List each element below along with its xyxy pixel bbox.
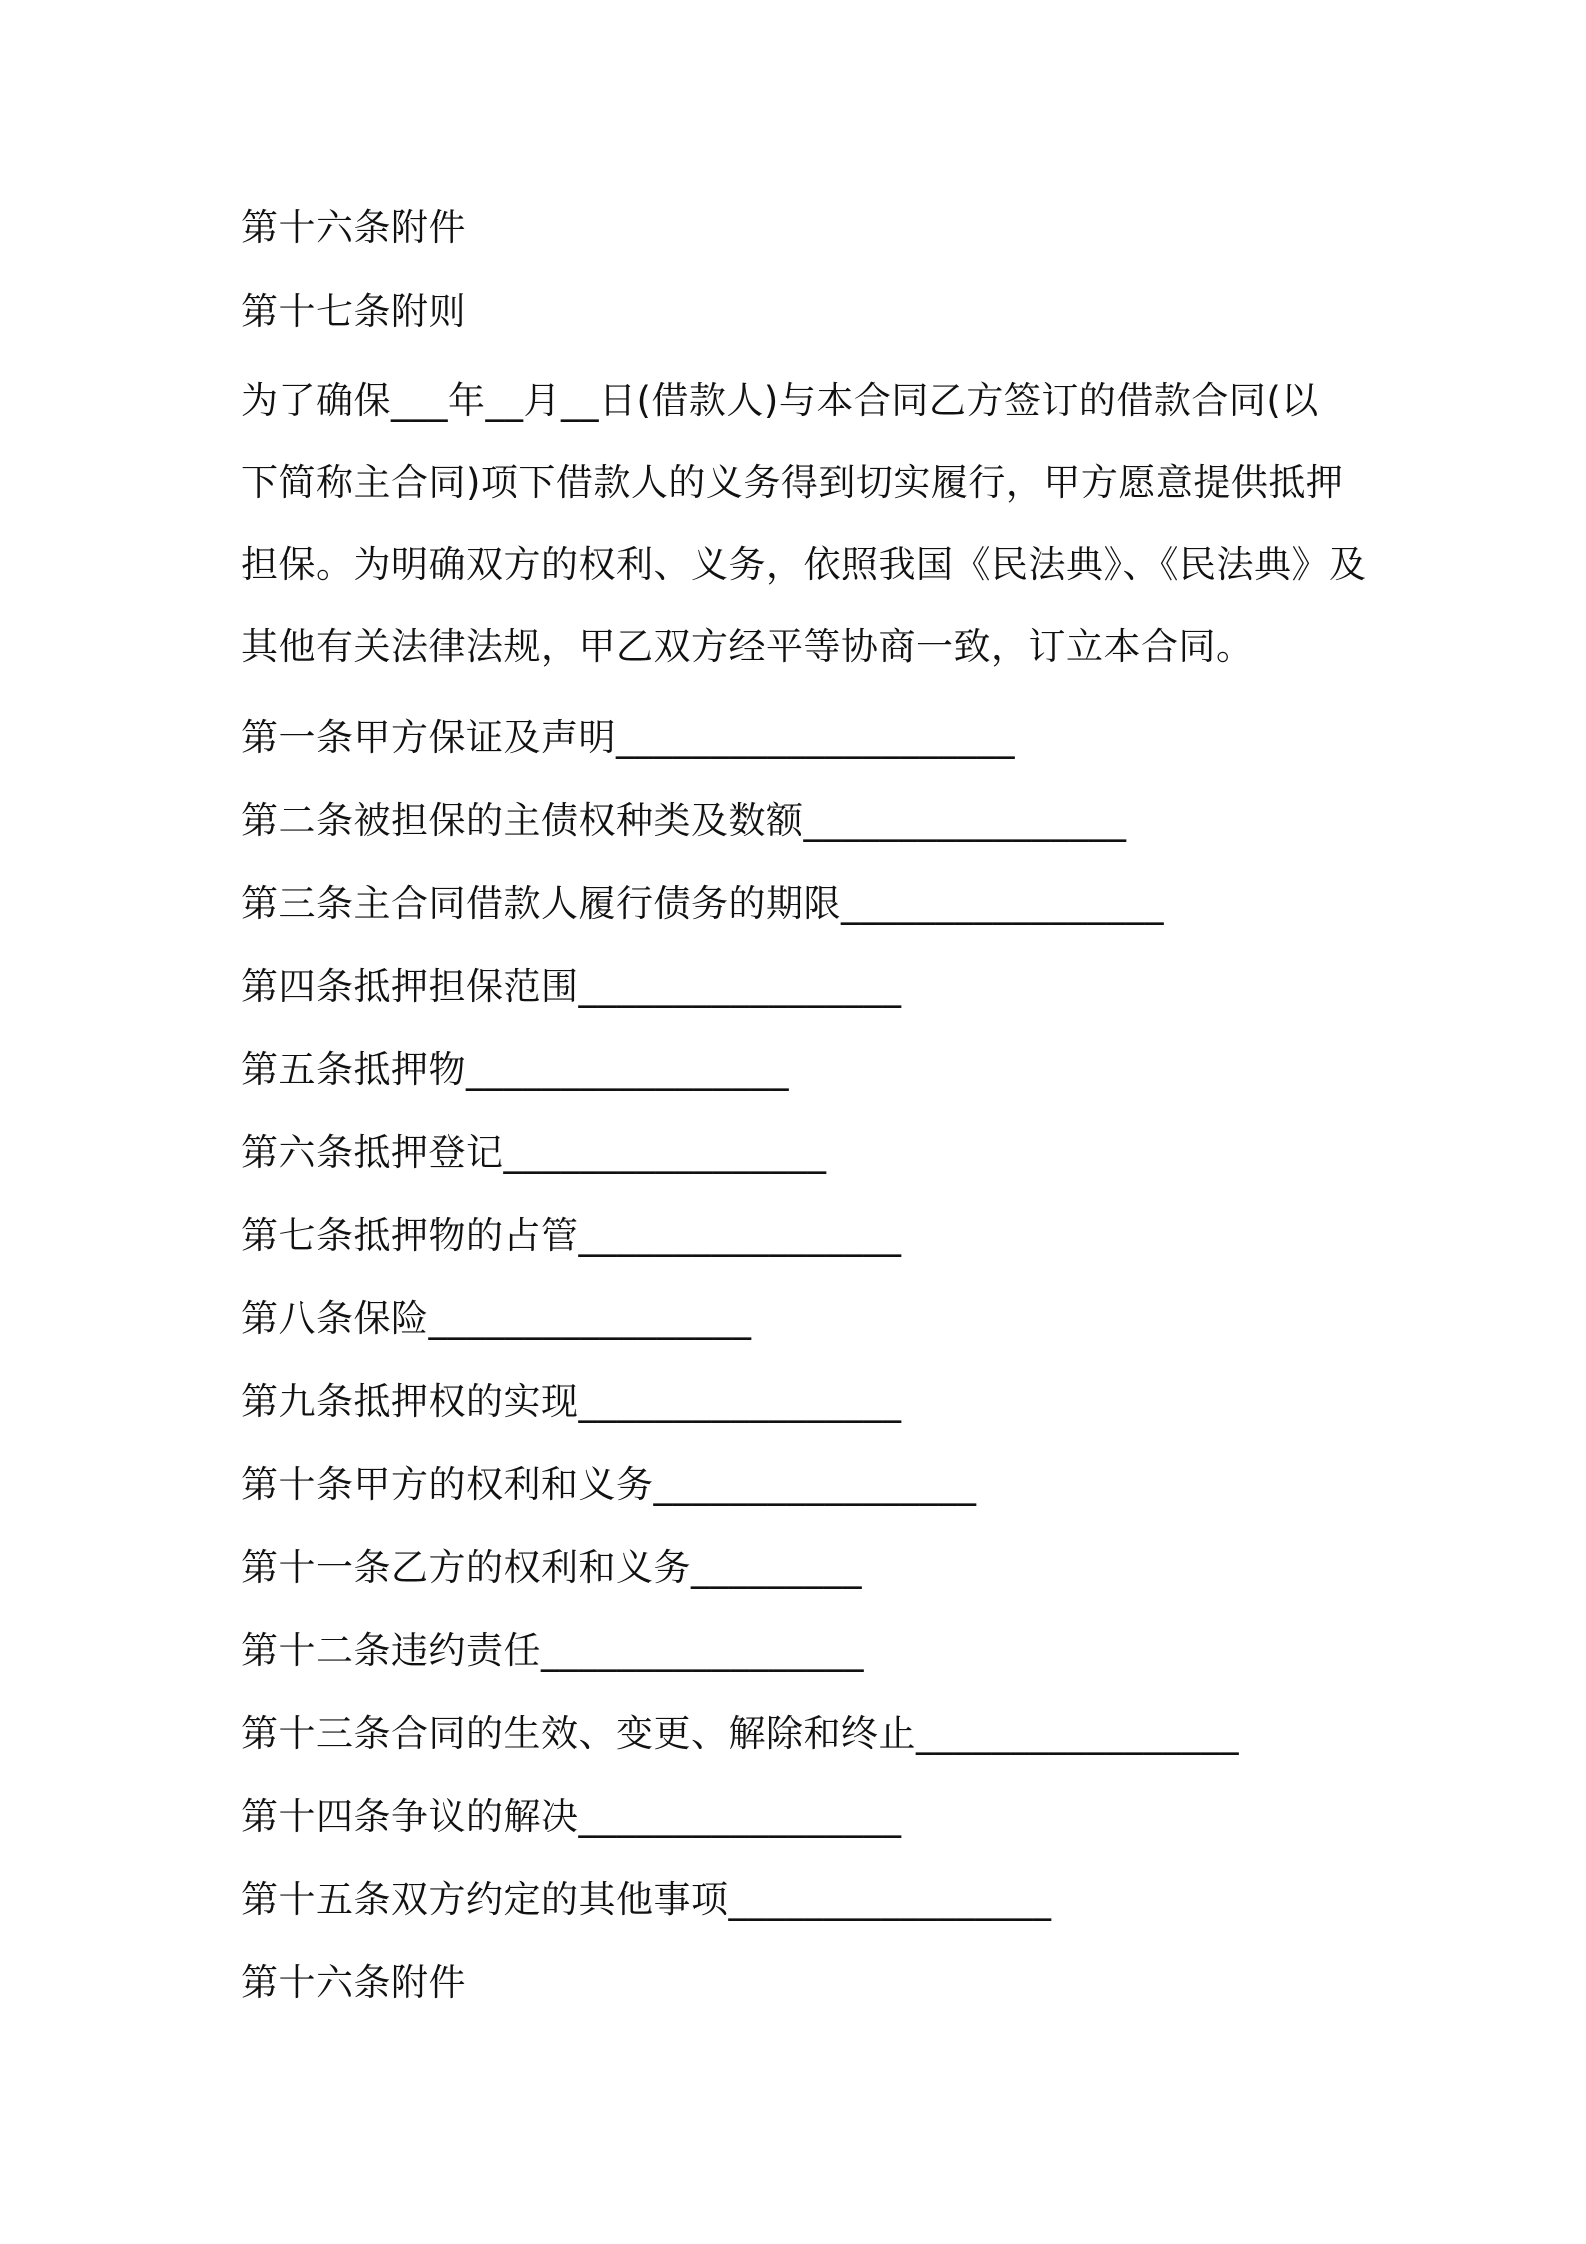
preamble-paragraph — [241, 360, 1367, 688]
article-13: 第十三条合同的生效、变更、解除和终止_________________ — [241, 1712, 1239, 1755]
article-3: 第三条主合同借款人履行债务的期限_________________ — [241, 882, 1164, 925]
article-15: 第十五条双方约定的其他事项_________________ — [241, 1878, 1052, 1921]
preamble-line: 为了确保___年__月__日(借款人)与本合同乙方签订的借款合同(以 — [241, 379, 1319, 422]
article-7: 第七条抵押物的占管_________________ — [241, 1214, 902, 1257]
article-14: 第十四条争议的解决_________________ — [241, 1795, 902, 1838]
article-12: 第十二条违约责任_________________ — [241, 1629, 864, 1672]
preamble-line: 担保。为明确双方的权利、义务，依照我国《民法典》、《民法典》及 — [241, 543, 1367, 586]
header-item-attachments: 第十六条附件 — [241, 206, 466, 249]
article-4: 第四条抵押担保范围_________________ — [241, 965, 902, 1008]
article-9: 第九条抵押权的实现_________________ — [241, 1380, 902, 1423]
header-item-supplementary-provisions: 第十七条附则 — [241, 290, 466, 333]
article-8: 第八条保险_________________ — [241, 1297, 752, 1340]
preamble-line: 下简称主合同)项下借款人的义务得到切实履行，甲方愿意提供抵押 — [241, 461, 1344, 504]
article-5: 第五条抵押物_________________ — [241, 1048, 789, 1091]
article-2: 第二条被担保的主债权种类及数额_________________ — [241, 799, 1127, 842]
preamble-line: 其他有关法律法规，甲乙双方经平等协商一致，订立本合同。 — [241, 625, 1254, 668]
article-16: 第十六条附件 — [241, 1961, 466, 2004]
article-6: 第六条抵押登记_________________ — [241, 1131, 827, 1174]
article-1: 第一条甲方保证及声明_____________________ — [241, 716, 1015, 759]
article-10: 第十条甲方的权利和义务_________________ — [241, 1463, 977, 1506]
article-11: 第十一条乙方的权利和义务_________ — [241, 1546, 862, 1589]
